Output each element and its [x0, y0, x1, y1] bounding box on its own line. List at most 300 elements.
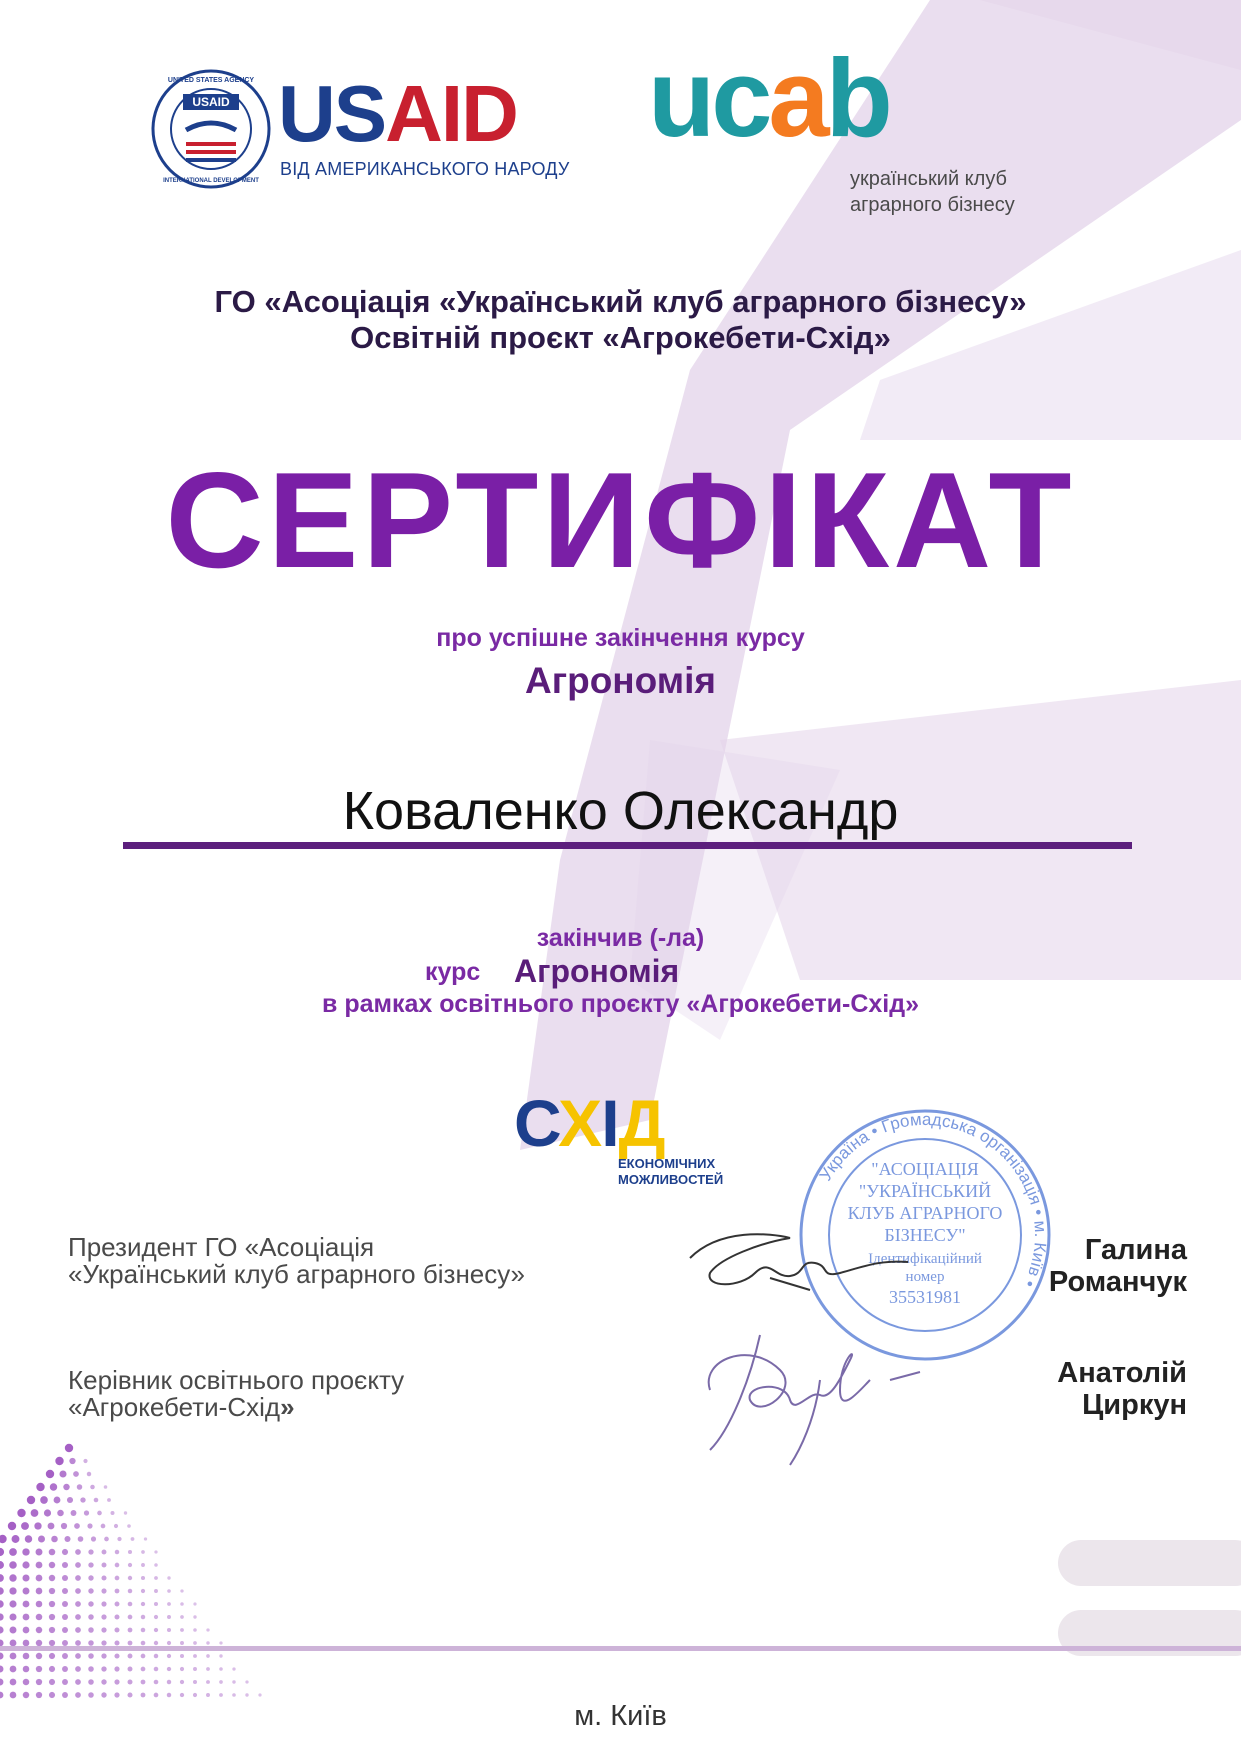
decorative-dot	[88, 1692, 94, 1698]
decorative-dot	[88, 1549, 93, 1554]
decorative-dot	[167, 1667, 171, 1671]
decorative-dot	[141, 1680, 146, 1685]
decorative-dot	[23, 1666, 30, 1673]
decorative-dot	[49, 1588, 55, 1594]
decorative-dot	[128, 1563, 132, 1567]
decorative-dot	[193, 1602, 196, 1605]
decorative-dot	[36, 1614, 43, 1621]
decorative-dot	[27, 1496, 35, 1504]
decorative-dot	[124, 1511, 127, 1514]
decorative-dot	[144, 1537, 147, 1540]
decorative-dot	[36, 1627, 42, 1633]
decorative-dot	[0, 1639, 4, 1646]
decorative-dot	[23, 1614, 30, 1621]
decorative-dot	[193, 1615, 196, 1618]
decorative-dot	[115, 1589, 120, 1594]
usaid-logo-text-us: US	[278, 69, 386, 158]
decorative-dot	[49, 1666, 55, 1672]
decorative-dot	[57, 1510, 64, 1517]
decorative-dot	[128, 1550, 132, 1554]
decorative-dot	[62, 1562, 68, 1568]
decorative-dot	[36, 1666, 42, 1672]
role-president	[68, 1234, 668, 1288]
decorative-dot	[36, 1549, 43, 1556]
decorative-dot	[180, 1680, 184, 1684]
decorative-dot	[75, 1653, 81, 1659]
decorative-dot	[36, 1562, 43, 1569]
decorative-dot	[78, 1536, 84, 1542]
decorative-dot	[154, 1641, 158, 1645]
decorative-dot	[127, 1692, 132, 1697]
decorative-dot	[154, 1628, 158, 1632]
decorative-dot	[114, 1679, 119, 1684]
completion-course: Агрономія	[514, 953, 680, 989]
decorative-dot	[219, 1680, 223, 1684]
decorative-dot	[114, 1692, 119, 1697]
signer-romanchuk-last: Романчук	[1048, 1266, 1187, 1298]
decorative-dot	[102, 1550, 107, 1555]
decorative-dot	[101, 1679, 106, 1684]
decorative-dot	[180, 1667, 184, 1671]
certificate-course: Агрономія	[524, 660, 717, 701]
decorative-dot	[167, 1680, 171, 1684]
decorative-dot	[180, 1615, 184, 1619]
decorative-dot	[88, 1653, 94, 1659]
decorative-dot	[141, 1563, 145, 1567]
decorative-dot	[74, 1523, 80, 1529]
role-project-head-line2	[68, 1394, 668, 1421]
decorative-dot	[219, 1641, 222, 1644]
decorative-dot	[193, 1628, 197, 1632]
decorative-dot	[101, 1588, 106, 1593]
decorative-dot	[104, 1537, 109, 1542]
decorative-dot	[49, 1653, 55, 1659]
skhid-subtitle-line2: МОЖЛИВОСТЕЙ	[618, 1172, 724, 1187]
decorative-dot	[0, 1561, 4, 1569]
decorative-dot	[21, 1522, 29, 1530]
decorative-dot	[62, 1588, 68, 1594]
decorative-dot	[88, 1627, 94, 1633]
usaid-logo-text	[278, 69, 517, 158]
decorative-dot	[62, 1549, 68, 1555]
decorative-dot	[38, 1535, 45, 1542]
ucab-subtitle	[850, 166, 1070, 218]
footer-city: м. Київ	[574, 1700, 667, 1732]
decorative-dot	[49, 1640, 55, 1646]
decorative-dot	[219, 1667, 223, 1671]
decorative-dot	[44, 1509, 51, 1516]
decorative-dot	[88, 1666, 94, 1672]
decorative-dot	[75, 1549, 81, 1555]
decorative-dot	[49, 1692, 55, 1698]
usaid-logo-text-aid: AID	[385, 69, 517, 158]
decorative-dot	[62, 1601, 68, 1607]
decorative-dot	[8, 1522, 16, 1530]
decorative-dot	[83, 1459, 87, 1463]
decorative-dot	[36, 1653, 42, 1659]
decorative-dot	[9, 1561, 17, 1569]
decorative-dot	[206, 1654, 210, 1658]
decorative-dot	[49, 1562, 55, 1568]
certificate-subtitle: про успішне закінчення курсу	[436, 624, 805, 652]
certificate-title: СЕРТИФІКАТ	[165, 444, 1076, 596]
signer-romanchuk	[1049, 1234, 1187, 1298]
signer-romanchuk-first: Галина	[1084, 1234, 1187, 1266]
decorative-dot	[193, 1680, 197, 1684]
decorative-dot	[62, 1679, 68, 1685]
decorative-dot	[141, 1589, 145, 1593]
decorative-dot	[23, 1679, 30, 1686]
decorative-dot	[127, 1679, 132, 1684]
ucab-subtitle-line1: український клуб	[850, 168, 1007, 190]
decorative-dot	[154, 1680, 159, 1685]
decorative-dot	[219, 1654, 222, 1657]
decorative-dot	[127, 1524, 131, 1528]
decorative-dot	[54, 1497, 61, 1504]
decorative-dot	[141, 1693, 146, 1698]
decorative-dot	[0, 1679, 3, 1686]
decorative-dot	[10, 1679, 17, 1686]
decorative-dot	[154, 1589, 158, 1593]
role-president-line2: «Український клуб аграрного бізнесу»	[68, 1259, 526, 1289]
decorative-dot	[73, 1471, 79, 1477]
decorative-dot	[115, 1563, 120, 1568]
decorative-dot	[23, 1692, 29, 1698]
decorative-dot	[193, 1693, 197, 1697]
decorative-dot	[193, 1667, 197, 1671]
decorative-dot	[180, 1693, 184, 1697]
decorative-dot	[62, 1653, 68, 1659]
decorative-dot	[180, 1589, 183, 1592]
decorative-dot	[10, 1666, 17, 1673]
decorative-dot	[0, 1613, 4, 1620]
decorative-dot	[75, 1679, 81, 1685]
decorative-dot	[128, 1654, 133, 1659]
decorative-dot	[88, 1562, 93, 1567]
decorative-dot	[167, 1654, 171, 1658]
signature-romanchuk	[680, 1218, 920, 1308]
decorative-dot	[128, 1589, 133, 1594]
decorative-dot	[90, 1485, 95, 1490]
decorative-dot	[49, 1679, 55, 1685]
decorative-dot	[180, 1602, 184, 1606]
decorative-dot	[63, 1484, 69, 1490]
decorative-dot	[22, 1574, 29, 1581]
completion-line1: закінчив (-ла)	[536, 924, 705, 952]
decorative-dot	[154, 1602, 158, 1606]
decorative-dot	[49, 1614, 55, 1620]
decorative-dot	[193, 1654, 197, 1658]
decorative-dot	[23, 1640, 30, 1647]
background-dot-triangle	[0, 1444, 262, 1699]
decorative-dot	[206, 1628, 209, 1631]
decorative-dot	[101, 1575, 106, 1580]
decorative-dot	[49, 1549, 56, 1556]
decorative-dot	[75, 1640, 81, 1646]
decorative-dot	[154, 1654, 158, 1658]
decorative-dot	[258, 1693, 261, 1696]
decorative-dot	[9, 1587, 16, 1594]
stamp-line5: Ідентифікаційний	[868, 1251, 982, 1267]
decorative-dot	[97, 1511, 102, 1516]
decorative-dot	[131, 1537, 135, 1541]
decorative-dot	[12, 1535, 20, 1543]
decorative-dot	[31, 1509, 39, 1517]
role-president-line1: Президент ГО «Асоціація	[68, 1232, 375, 1262]
decorative-dot	[167, 1589, 171, 1593]
decorative-dot	[0, 1587, 4, 1595]
skhid-logo-text	[514, 1086, 665, 1160]
decorative-dot	[10, 1627, 17, 1634]
decorative-dot	[115, 1576, 120, 1581]
decorative-dot	[71, 1510, 77, 1516]
decorative-dot	[128, 1641, 133, 1646]
role-project-head-line2-close: »	[280, 1392, 295, 1422]
completion-line3: в рамках освітнього проєкту «Агрокебети-Схід»	[322, 990, 919, 1018]
decorative-dot	[167, 1628, 171, 1632]
recipient-name: Коваленко Олександр	[342, 781, 899, 841]
decorative-dot	[0, 1692, 3, 1699]
decorative-dot	[114, 1627, 119, 1632]
decorative-dot	[101, 1614, 106, 1619]
decorative-dot	[0, 1652, 4, 1659]
decorative-dot	[84, 1510, 89, 1515]
skhid-logo-d: Д	[618, 1086, 665, 1160]
decorative-dot	[128, 1615, 133, 1620]
decorative-dot	[141, 1641, 146, 1646]
background-right-bars	[1058, 1540, 1241, 1656]
decorative-dot	[23, 1627, 30, 1634]
decorative-dot	[101, 1627, 106, 1632]
decorative-dot	[75, 1692, 81, 1698]
decorative-dot	[154, 1667, 159, 1672]
ucab-logo-text-b: b	[825, 37, 889, 160]
decorative-dot	[0, 1626, 4, 1633]
usaid-seal-top-text: UNITED STATES AGENCY	[167, 77, 255, 84]
completion-kurs-label: курс	[425, 958, 481, 986]
decorative-dot	[101, 1640, 106, 1645]
decorative-dot	[115, 1615, 120, 1620]
decorative-dot	[10, 1692, 17, 1699]
decorative-dot	[67, 1497, 73, 1503]
decorative-dot	[25, 1535, 32, 1542]
decorative-dot	[88, 1640, 94, 1646]
decorative-dot	[117, 1537, 121, 1541]
decorative-dot	[22, 1561, 29, 1568]
decorative-dot	[9, 1613, 16, 1620]
decorative-dot	[50, 1483, 57, 1490]
decorative-dot	[101, 1666, 106, 1671]
decorative-dot	[114, 1640, 119, 1645]
decorative-dot	[23, 1653, 30, 1660]
decorative-dot	[154, 1576, 158, 1580]
decorative-dot	[75, 1588, 81, 1594]
decorative-dot	[232, 1680, 235, 1683]
decorative-dot	[10, 1640, 17, 1647]
decorative-dot	[206, 1667, 210, 1671]
decorative-dot	[75, 1562, 81, 1568]
decorative-dot	[34, 1522, 41, 1529]
ucab-logo-text	[648, 37, 889, 160]
decorative-dot	[115, 1550, 119, 1554]
decorative-dot	[9, 1548, 17, 1556]
decorative-dot	[141, 1628, 146, 1633]
decorative-dot	[232, 1667, 235, 1670]
decorative-dot	[232, 1693, 236, 1697]
decorative-dot	[62, 1640, 68, 1646]
decorative-dot	[9, 1574, 16, 1581]
decorative-dot	[104, 1485, 108, 1489]
role-project-head-line2-text: «Агрокебети-Схід	[68, 1392, 281, 1422]
skhid-logo-x: Х	[558, 1086, 602, 1160]
decorative-dot	[36, 1640, 42, 1646]
decorative-dot	[101, 1692, 106, 1697]
decorative-dot	[128, 1628, 133, 1633]
decorative-dot	[88, 1601, 93, 1606]
decorative-dot	[88, 1679, 94, 1685]
stamp-ring-text: Україна • Громадська організація • м. Київ •	[815, 1109, 1051, 1291]
decorative-dot	[62, 1575, 68, 1581]
decorative-dot	[36, 1483, 44, 1491]
decorative-dot	[141, 1550, 145, 1554]
decorative-dot	[167, 1641, 171, 1645]
decorative-dot	[80, 1497, 85, 1502]
stamp-line4: БІЗНЕСУ"	[884, 1225, 966, 1245]
decorative-dot	[0, 1535, 7, 1543]
signer-tsyrkun-last: Циркун	[1082, 1389, 1187, 1421]
usaid-seal-center-text: USAID	[192, 95, 230, 109]
usaid-seal-icon	[150, 68, 272, 190]
decorative-dot	[40, 1496, 48, 1504]
usaid-subtitle: ВІД АМЕРИКАНСЬКОГО НАРОДУ	[280, 159, 570, 179]
signer-tsyrkun-first: Анатолій	[1057, 1357, 1187, 1389]
decorative-dot	[101, 1524, 106, 1529]
decorative-dot	[88, 1614, 93, 1619]
decorative-dot	[167, 1693, 172, 1698]
decorative-dot	[22, 1548, 29, 1555]
org-project-line2: Освітній проєкт «Агрокебети-Схід»	[350, 320, 891, 355]
decorative-dot	[128, 1576, 132, 1580]
decorative-dot	[51, 1536, 58, 1543]
decorative-dot	[91, 1536, 96, 1541]
decorative-dot	[48, 1523, 55, 1530]
stamp-line1: "АСОЦІАЦІЯ	[871, 1159, 979, 1179]
decorative-dot	[114, 1524, 118, 1528]
decorative-dot	[167, 1602, 171, 1606]
decorative-dot	[101, 1653, 106, 1658]
role-project-head-line1: Керівник освітнього проєкту	[68, 1365, 405, 1395]
decorative-dot	[36, 1588, 43, 1595]
ucab-logo-text-uc: uc	[648, 37, 769, 160]
decorative-dot	[88, 1575, 93, 1580]
decorative-dot	[49, 1575, 55, 1581]
decorative-dot	[46, 1470, 54, 1478]
decorative-dot	[62, 1666, 68, 1672]
decorative-dot	[75, 1575, 81, 1581]
stamp-line3: КЛУБ АГРАРНОГО	[847, 1203, 1003, 1223]
decorative-dot	[55, 1457, 63, 1465]
decorative-dot	[36, 1575, 43, 1582]
decorative-dot	[75, 1601, 81, 1607]
decorative-dot	[49, 1601, 55, 1607]
decorative-dot	[61, 1523, 67, 1529]
decorative-dot	[141, 1602, 145, 1606]
stamp-line2: "УКРАЇНСЬКИЙ	[858, 1181, 992, 1201]
skhid-logo-c: С	[514, 1086, 559, 1160]
decorative-dot	[0, 1548, 4, 1556]
decorative-dot	[62, 1614, 68, 1620]
skhid-subtitle	[618, 1156, 723, 1188]
decorative-dot	[36, 1601, 43, 1608]
decorative-dot	[77, 1484, 83, 1490]
decorative-dot	[206, 1641, 209, 1644]
decorative-dot	[87, 1472, 91, 1476]
decorative-dot	[128, 1602, 133, 1607]
ucab-logo-text-a: a	[768, 37, 826, 160]
decorative-dot	[114, 1666, 119, 1671]
decorative-dot	[9, 1600, 16, 1607]
decorative-dot	[23, 1588, 30, 1595]
org-name-line1: ГО «Асоціація «Український клуб аграрного бізнесу»	[214, 284, 1027, 319]
decorative-dot	[141, 1576, 145, 1580]
decorative-dot	[141, 1667, 146, 1672]
decorative-dot	[141, 1654, 146, 1659]
decorative-dot	[206, 1693, 210, 1697]
decorative-dot	[167, 1615, 171, 1619]
decorative-dot	[23, 1601, 30, 1608]
recipient-underline	[123, 842, 1132, 849]
ucab-subtitle-line2: аграрного бізнесу	[850, 194, 1015, 216]
decorative-dot	[219, 1693, 223, 1697]
decorative-dot	[75, 1666, 81, 1672]
decorative-dot	[180, 1628, 184, 1632]
decorative-dot	[128, 1667, 133, 1672]
role-project-head	[68, 1367, 668, 1421]
decorative-dot	[69, 1458, 75, 1464]
decorative-dot	[180, 1641, 184, 1645]
usaid-seal-bottom-text: INTERNATIONAL DEVELOPMENT	[163, 178, 259, 184]
decorative-dot	[65, 1444, 73, 1452]
skhid-subtitle-line1: ЕКОНОМІЧНИХ	[618, 1156, 716, 1171]
decorative-dot	[87, 1523, 92, 1528]
decorative-dot	[0, 1600, 4, 1607]
decorative-dot	[101, 1601, 106, 1606]
decorative-dot	[245, 1693, 248, 1696]
decorative-dot	[115, 1602, 120, 1607]
decorative-dot	[36, 1679, 42, 1685]
stamp-line7: 35531981	[889, 1287, 961, 1307]
decorative-dot	[110, 1511, 114, 1515]
decorative-dot	[102, 1563, 107, 1568]
decorative-dot	[154, 1615, 158, 1619]
footer-line	[0, 1646, 1241, 1651]
decorative-dot	[94, 1498, 99, 1503]
decorative-dot	[154, 1693, 159, 1698]
decorative-dot	[0, 1574, 4, 1582]
decorative-dot	[0, 1666, 3, 1673]
decorative-dot	[114, 1653, 119, 1658]
decorative-dot	[154, 1563, 158, 1567]
signature-tsyrkun	[690, 1320, 940, 1470]
signer-tsyrkun	[1057, 1357, 1187, 1421]
decorative-dot	[10, 1653, 17, 1660]
decorative-dot	[141, 1615, 145, 1619]
decorative-dot	[62, 1627, 68, 1633]
skhid-logo-i: І	[601, 1086, 619, 1160]
decorative-dot	[245, 1680, 248, 1683]
decorative-dot	[17, 1509, 25, 1517]
stamp-line6: номер	[905, 1269, 945, 1285]
